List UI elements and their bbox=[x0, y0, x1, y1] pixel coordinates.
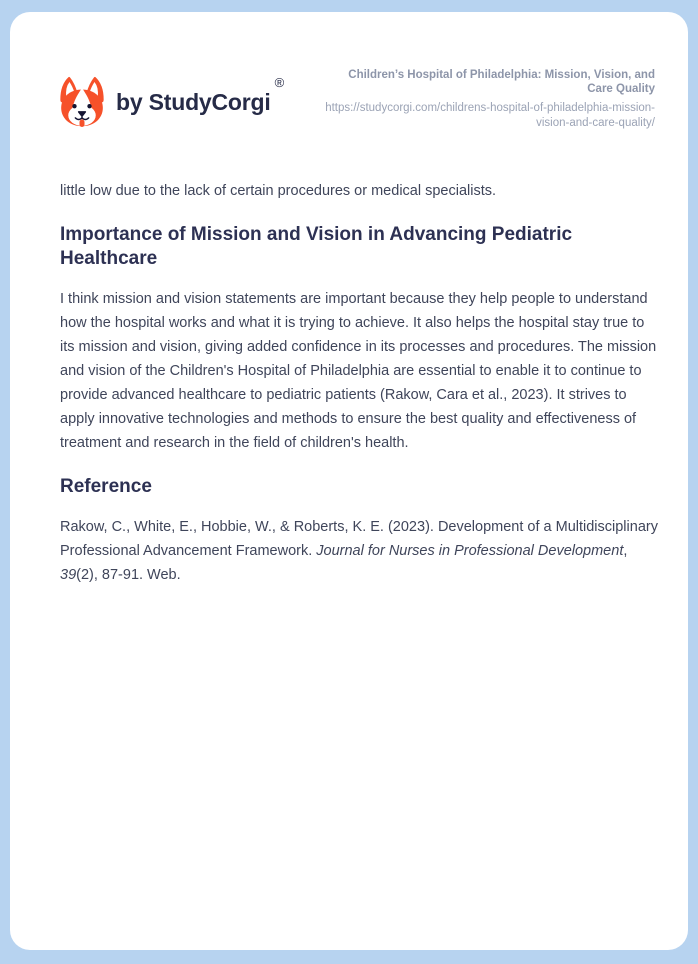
document-header bbox=[10, 12, 688, 131]
reference-text: , bbox=[623, 542, 628, 559]
brand-name: by StudyCorgi bbox=[116, 88, 271, 115]
registered-trademark: ® bbox=[274, 75, 285, 90]
paragraph-continuation: little low due to the lack of certain procedures or medical specialists. bbox=[60, 182, 497, 199]
document-url-link[interactable]: https://studycorgi.com/childrens-hospital-of-philadelphia-mission-vision-and-care-quality/ bbox=[325, 101, 655, 129]
section-heading-importance: Importance of Mission and Vision in Advancing Pediatric Healthcare bbox=[60, 223, 573, 269]
brand bbox=[57, 75, 284, 129]
section-heading-reference: Reference bbox=[60, 475, 152, 497]
reference-text: Rakow, C., White, E., Hobbie, W., & Roberts, K. E. (2023). Development of a Multidisciplinary Professional Advancement Framework. bbox=[60, 518, 658, 559]
reference-text: (2), 87-91. Web. bbox=[76, 566, 181, 583]
document-card bbox=[10, 12, 688, 950]
reference-journal-title: Journal for Nurses in Professional Development bbox=[316, 542, 624, 559]
document-meta bbox=[320, 68, 655, 131]
paragraph-importance: I think mission and vision statements are important because they help people to understand how the hospital works and what it is trying to achieve. It also helps the hospital stay true to its mission and vision, giving added confidence in its processes and procedures. The mission and vision of the Children's Hospital of Philadelphia are essential to enable it to continue to provide advanced healthcare to pediatric patients (Rakow, Cara et al., 2023). It strives to apply innovative technologies and methods to ensure the best quality and effectiveness of treatment and research in the field of children's health. bbox=[60, 290, 657, 451]
article-content bbox=[10, 131, 688, 587]
document-title: Children’s Hospital of Philadelphia: Mission, Vision, and Care Quality bbox=[348, 69, 655, 96]
corgi-face-icon bbox=[57, 75, 107, 129]
reference-entry bbox=[60, 515, 660, 587]
reference-volume: 39 bbox=[60, 566, 77, 583]
